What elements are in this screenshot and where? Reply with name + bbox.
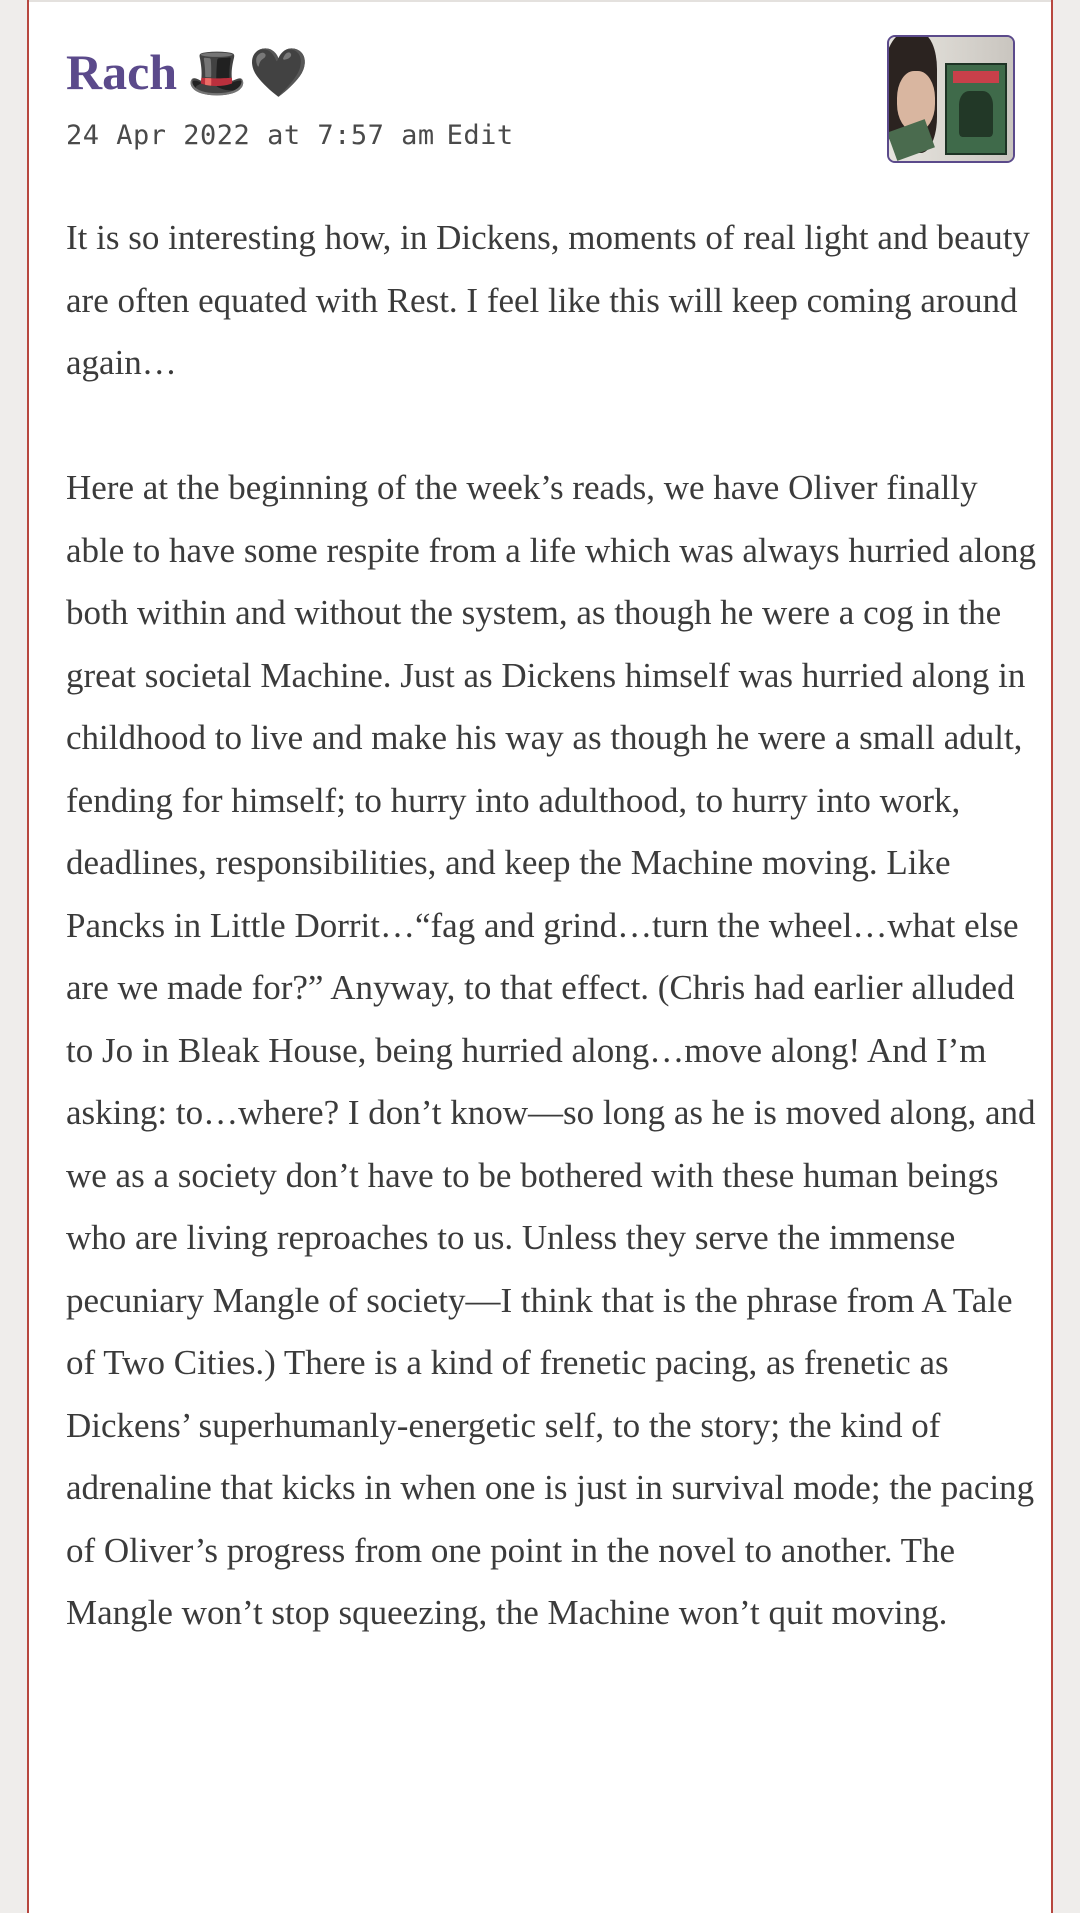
comment-author[interactable] <box>66 38 311 108</box>
avatar-book-figure-shape <box>959 91 993 137</box>
comment-body <box>66 207 1036 1707</box>
avatar-book-shape <box>945 63 1007 155</box>
avatar-book-title-shape <box>953 71 999 83</box>
author-emoji: 🎩🖤 <box>187 47 311 100</box>
comment-date[interactable]: 24 Apr 2022 at 7:57 am <box>66 120 435 151</box>
comment-card <box>27 0 1053 1913</box>
avatar <box>887 35 1015 163</box>
comment-meta <box>66 120 514 151</box>
author-name[interactable]: Rach <box>66 44 178 100</box>
comment-header <box>66 38 1015 178</box>
edit-link[interactable]: Edit <box>446 120 514 151</box>
comment-paragraph: Here at the beginning of the week’s reads, we have Oliver finally able to have some respite from a life which was always hurried along both within and without the system, as though he were a cog in the great societal Machine. Just as Dickens himself was hurried along in childhood to live and make his way as though he were a small adult, fending for himself; to hurry into adulthood, to hurry into work, deadlines, responsibilities, and keep the Machine moving. Like Pancks in Little Dorrit…“fag and grind…turn the wheel…what else are we made for?” Anyway, to that effect. (Chris had earlier alluded to Jo in Bleak House, being hurried along…move along! And I’m asking: to…where? I don’t know—so long as he is moved along, and we as a society don’t have to be bothered with these human beings who are living reproaches to us. Unless they serve the immense pecuniary Mangle of society—I think that is the phrase from A Tale of Two Cities.) There is a kind of frenetic pacing, as frenetic as Dickens’ superhumanly-energetic self, to the story; the kind of adrenaline that kicks in when one is just in survival mode; the pacing of Oliver’s progress from one point in the novel to another. The Mangle won’t stop squeezing, the Machine won’t quit moving. <box>66 468 1036 1632</box>
card-divider <box>29 0 1051 2</box>
comment-paragraph: It is so interesting how, in Dickens, moments of real light and beauty are often equated with Rest. I feel like this will keep coming around again… <box>66 218 1030 382</box>
